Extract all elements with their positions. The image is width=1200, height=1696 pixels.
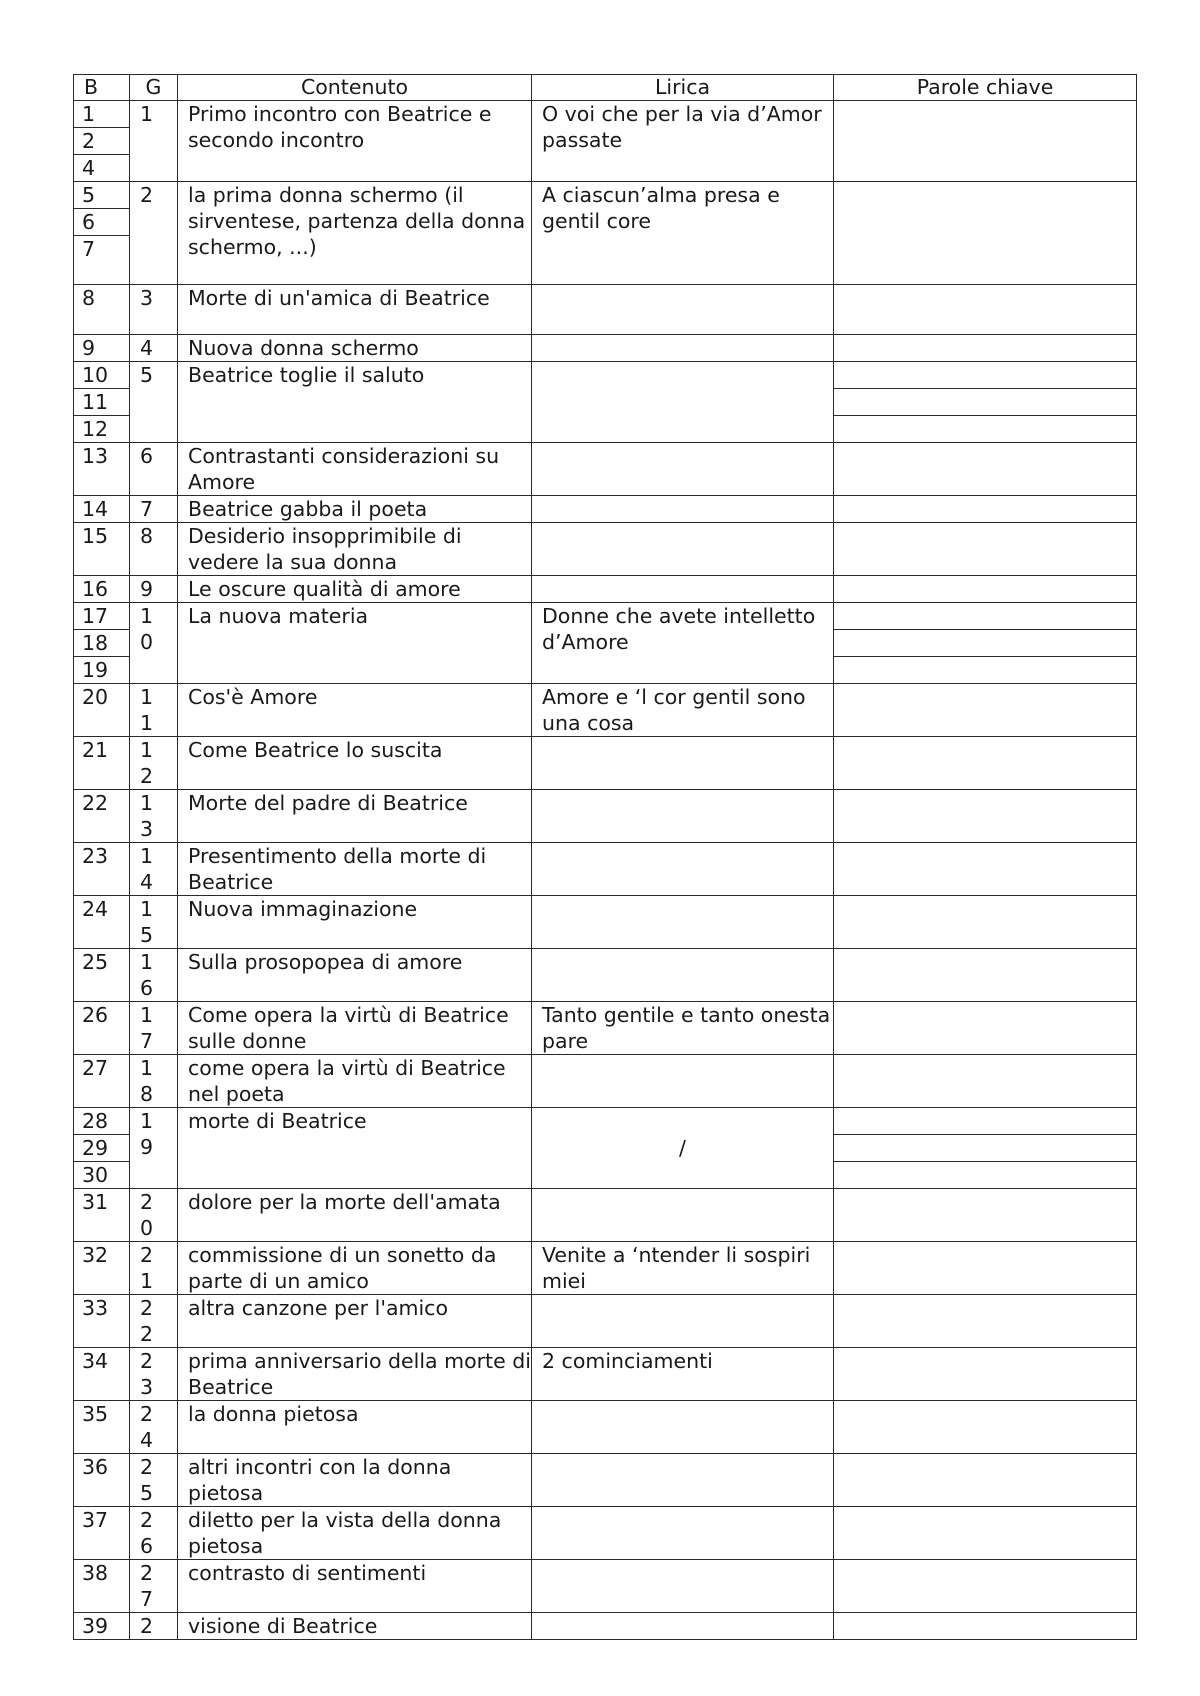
cell-lirica (532, 576, 834, 603)
cell-contenuto: Come opera la virtù di Beatrice sulle donne (178, 1002, 532, 1055)
cell-parole-chiave (834, 416, 1137, 443)
cell-contenuto: prima anniversario della morte di Beatrice (178, 1348, 532, 1401)
cell-g-text: 1 2 (140, 738, 154, 788)
cell-parole-chiave (834, 1002, 1137, 1055)
cell-contenuto: Cos'è Amore (178, 684, 532, 737)
cell-parole-chiave (834, 1348, 1137, 1401)
cell-contenuto: Desiderio insopprimibile di vedere la sua donna (178, 523, 532, 576)
cell-b: 30 (74, 1162, 130, 1189)
cell-b: 24 (74, 896, 130, 949)
cell-parole-chiave (834, 1507, 1137, 1560)
cell-contenuto: La nuova materia (178, 603, 532, 684)
table-row (74, 285, 1137, 335)
cell-lirica: Donne che avete intelletto d’Amore (532, 603, 834, 684)
table-row (74, 496, 1137, 523)
cell-contenuto: Beatrice gabba il poeta (178, 496, 532, 523)
cell-b: 32 (74, 1242, 130, 1295)
cell-g-text: 6 (140, 444, 154, 468)
cell-g-text: 2 6 (140, 1508, 154, 1558)
cell-g-text: 1 3 (140, 791, 154, 841)
cell-b: 16 (74, 576, 130, 603)
cell-parole-chiave (834, 285, 1137, 335)
cell-contenuto: commissione di un sonetto da parte di un amico (178, 1242, 532, 1295)
cell-parole-chiave (834, 843, 1137, 896)
cell-g (130, 1401, 178, 1454)
cell-b: 25 (74, 949, 130, 1002)
cell-b: 26 (74, 1002, 130, 1055)
cell-lirica: Tanto gentile e tanto onesta pare (532, 1002, 834, 1055)
cell-g-text: 2 (140, 183, 154, 207)
cell-b: 8 (74, 285, 130, 335)
cell-contenuto: visione di Beatrice (178, 1613, 532, 1640)
cell-contenuto: Nuova immaginazione (178, 896, 532, 949)
cell-g (130, 335, 178, 362)
cell-contenuto: diletto per la vista della donna pietosa (178, 1507, 532, 1560)
table-row (74, 790, 1137, 843)
cell-g (130, 737, 178, 790)
cell-parole-chiave (834, 496, 1137, 523)
cell-g-text: 8 (140, 524, 154, 548)
cell-lirica (532, 843, 834, 896)
cell-parole-chiave (834, 790, 1137, 843)
cell-lirica (532, 335, 834, 362)
cell-lirica (532, 362, 834, 443)
cell-contenuto: Come Beatrice lo suscita (178, 737, 532, 790)
cell-lirica: O voi che per la via d’Amor passate (532, 101, 834, 182)
cell-parole-chiave (834, 335, 1137, 362)
cell-lirica (532, 1507, 834, 1560)
cell-b: 33 (74, 1295, 130, 1348)
cell-g (130, 1507, 178, 1560)
cell-lirica (532, 496, 834, 523)
cell-g (130, 1108, 178, 1189)
cell-g (130, 1189, 178, 1242)
table-row (74, 684, 1137, 737)
cell-parole-chiave (834, 443, 1137, 496)
table-body (74, 101, 1137, 1640)
cell-b: 13 (74, 443, 130, 496)
cell-parole-chiave (834, 603, 1137, 630)
cell-b: 38 (74, 1560, 130, 1613)
header-lirica: Lirica (532, 75, 834, 101)
cell-g-text: 1 7 (140, 1003, 154, 1053)
cell-contenuto: la prima donna schermo (il sirventese, partenza della donna schermo, ...) (178, 182, 532, 285)
cell-parole-chiave (834, 1560, 1137, 1613)
cell-b: 20 (74, 684, 130, 737)
cell-contenuto: Morte del padre di Beatrice (178, 790, 532, 843)
cell-parole-chiave (834, 1055, 1137, 1108)
cell-lirica (532, 1613, 834, 1640)
cell-parole-chiave (834, 182, 1137, 285)
table-row (74, 101, 1137, 128)
table-row (74, 182, 1137, 209)
cell-contenuto: morte di Beatrice (178, 1108, 532, 1189)
cell-g (130, 576, 178, 603)
cell-lirica (532, 1401, 834, 1454)
cell-b: 5 (74, 182, 130, 209)
table-row (74, 576, 1137, 603)
cell-lirica (532, 1055, 834, 1108)
cell-g-text: 2 7 (140, 1561, 154, 1611)
cell-lirica (532, 1295, 834, 1348)
table-row (74, 843, 1137, 896)
cell-lirica (532, 1560, 834, 1613)
cell-contenuto: Primo incontro con Beatrice e secondo incontro (178, 101, 532, 182)
cell-lirica (532, 443, 834, 496)
cell-parole-chiave (834, 1295, 1137, 1348)
cell-contenuto: Le oscure qualità di amore (178, 576, 532, 603)
cell-parole-chiave (834, 949, 1137, 1002)
cell-g (130, 603, 178, 684)
cell-g (130, 1242, 178, 1295)
cell-g (130, 362, 178, 443)
table-row (74, 603, 1137, 630)
cell-b: 7 (74, 236, 130, 285)
table-row (74, 1560, 1137, 1613)
cell-g-text: 2 5 (140, 1455, 154, 1505)
cell-g-text: 2 1 (140, 1243, 154, 1293)
cell-lirica (532, 285, 834, 335)
cell-b: 2 (74, 128, 130, 155)
header-row (74, 75, 1137, 101)
cell-b: 22 (74, 790, 130, 843)
cell-g-text: 2 2 (140, 1296, 154, 1346)
cell-b: 29 (74, 1135, 130, 1162)
table-row (74, 523, 1137, 576)
cell-b: 4 (74, 155, 130, 182)
cell-lirica (532, 523, 834, 576)
cell-contenuto: dolore per la morte dell'amata (178, 1189, 532, 1242)
cell-parole-chiave (834, 684, 1137, 737)
cell-parole-chiave (834, 389, 1137, 416)
cell-g (130, 1055, 178, 1108)
cell-g (130, 843, 178, 896)
table-row (74, 335, 1137, 362)
header-b: B (74, 75, 130, 101)
table-row (74, 1295, 1137, 1348)
cell-g-text: 9 (140, 577, 154, 601)
table-row (74, 1613, 1137, 1640)
cell-lirica (532, 1454, 834, 1507)
cell-parole-chiave (834, 101, 1137, 182)
cell-b: 37 (74, 1507, 130, 1560)
cell-g-text: 1 4 (140, 844, 154, 894)
cell-g-text: 2 3 (140, 1349, 154, 1399)
cell-parole-chiave (834, 1401, 1137, 1454)
cell-g (130, 496, 178, 523)
cell-b: 1 (74, 101, 130, 128)
cell-parole-chiave (834, 1162, 1137, 1189)
cell-lirica: Amore e ‘l cor gentil sono una cosa (532, 684, 834, 737)
table-row (74, 1002, 1137, 1055)
table-row (74, 1055, 1137, 1108)
cell-parole-chiave (834, 1135, 1137, 1162)
table-row (74, 737, 1137, 790)
table-row (74, 1348, 1137, 1401)
cell-b: 14 (74, 496, 130, 523)
header-contenuto: Contenuto (178, 75, 532, 101)
table-row (74, 1507, 1137, 1560)
cell-g (130, 1454, 178, 1507)
cell-b: 9 (74, 335, 130, 362)
cell-g-text: 1 (140, 102, 154, 126)
cell-b: 15 (74, 523, 130, 576)
cell-contenuto: Presentimento della morte di Beatrice (178, 843, 532, 896)
cell-g (130, 101, 178, 182)
table-row (74, 1454, 1137, 1507)
cell-g (130, 523, 178, 576)
cell-g (130, 896, 178, 949)
cell-b: 39 (74, 1613, 130, 1640)
cell-lirica (532, 790, 834, 843)
cell-parole-chiave (834, 576, 1137, 603)
cell-contenuto: altra canzone per l'amico (178, 1295, 532, 1348)
cell-g (130, 1295, 178, 1348)
cell-b: 10 (74, 362, 130, 389)
cell-g-text: 2 0 (140, 1190, 154, 1240)
cell-g (130, 443, 178, 496)
cell-b: 27 (74, 1055, 130, 1108)
cell-contenuto: Sulla prosopopea di amore (178, 949, 532, 1002)
table-row (74, 896, 1137, 949)
cell-parole-chiave (834, 1454, 1137, 1507)
cell-lirica: Venite a ‘ntender li sospiri miei (532, 1242, 834, 1295)
cell-lirica (532, 1189, 834, 1242)
cell-g (130, 182, 178, 285)
cell-parole-chiave (834, 523, 1137, 576)
cell-b: 35 (74, 1401, 130, 1454)
cell-b: 18 (74, 630, 130, 657)
cell-g-text: 2 (140, 1614, 154, 1638)
cell-g-text: 7 (140, 497, 154, 521)
cell-b: 28 (74, 1108, 130, 1135)
cell-parole-chiave (834, 657, 1137, 684)
header-parole-chiave: Parole chiave (834, 75, 1137, 101)
cell-b: 23 (74, 843, 130, 896)
cell-b: 19 (74, 657, 130, 684)
cell-g-text: 1 0 (140, 604, 154, 654)
cell-contenuto: Contrastanti considerazioni su Amore (178, 443, 532, 496)
cell-parole-chiave (834, 630, 1137, 657)
cell-parole-chiave (834, 737, 1137, 790)
cell-b: 34 (74, 1348, 130, 1401)
cell-g (130, 1613, 178, 1640)
cell-b: 6 (74, 209, 130, 236)
cell-parole-chiave (834, 1613, 1137, 1640)
cell-contenuto: Beatrice toglie il saluto (178, 362, 532, 443)
cell-contenuto: Morte di un'amica di Beatrice (178, 285, 532, 335)
cell-contenuto: come opera la virtù di Beatrice nel poeta (178, 1055, 532, 1108)
cell-g-text: 1 1 (140, 685, 154, 735)
cell-parole-chiave (834, 1242, 1137, 1295)
cell-b: 12 (74, 416, 130, 443)
cell-parole-chiave (834, 1108, 1137, 1135)
cell-g-text: 3 (140, 286, 154, 310)
cell-parole-chiave (834, 362, 1137, 389)
table-row (74, 1401, 1137, 1454)
table-row (74, 1242, 1137, 1295)
cell-b: 11 (74, 389, 130, 416)
cell-contenuto: contrasto di sentimenti (178, 1560, 532, 1613)
cell-lirica: A ciascun’alma presa e gentil core (532, 182, 834, 285)
cell-b: 17 (74, 603, 130, 630)
cell-parole-chiave (834, 896, 1137, 949)
table-row (74, 949, 1137, 1002)
cell-contenuto: la donna pietosa (178, 1401, 532, 1454)
cell-lirica (532, 896, 834, 949)
cell-g (130, 1348, 178, 1401)
cell-g-text: 1 8 (140, 1056, 154, 1106)
cell-g-text: 1 5 (140, 897, 154, 947)
cell-g (130, 1560, 178, 1613)
cell-b: 21 (74, 737, 130, 790)
cell-b: 31 (74, 1189, 130, 1242)
cell-b: 36 (74, 1454, 130, 1507)
cell-g (130, 285, 178, 335)
cell-contenuto: Nuova donna schermo (178, 335, 532, 362)
cell-g-text: 1 6 (140, 950, 154, 1000)
table-row (74, 1189, 1137, 1242)
cell-g (130, 1002, 178, 1055)
header-g: G (130, 75, 178, 101)
cell-g (130, 949, 178, 1002)
cell-lirica (532, 737, 834, 790)
cell-lirica: 2 cominciamenti (532, 1348, 834, 1401)
cell-parole-chiave (834, 1189, 1137, 1242)
cell-g-text: 5 (140, 363, 154, 387)
cell-g-text: 1 9 (140, 1109, 154, 1159)
cell-lirica: / (532, 1108, 834, 1189)
cell-contenuto: altri incontri con la donna pietosa (178, 1454, 532, 1507)
cell-g-text: 2 4 (140, 1402, 154, 1452)
cell-lirica (532, 949, 834, 1002)
cell-g-text: 4 (140, 336, 154, 360)
table-row (74, 362, 1137, 389)
cell-g (130, 790, 178, 843)
table-row (74, 443, 1137, 496)
vita-nuova-table (73, 74, 1137, 1640)
table-row (74, 1108, 1137, 1135)
cell-g (130, 684, 178, 737)
